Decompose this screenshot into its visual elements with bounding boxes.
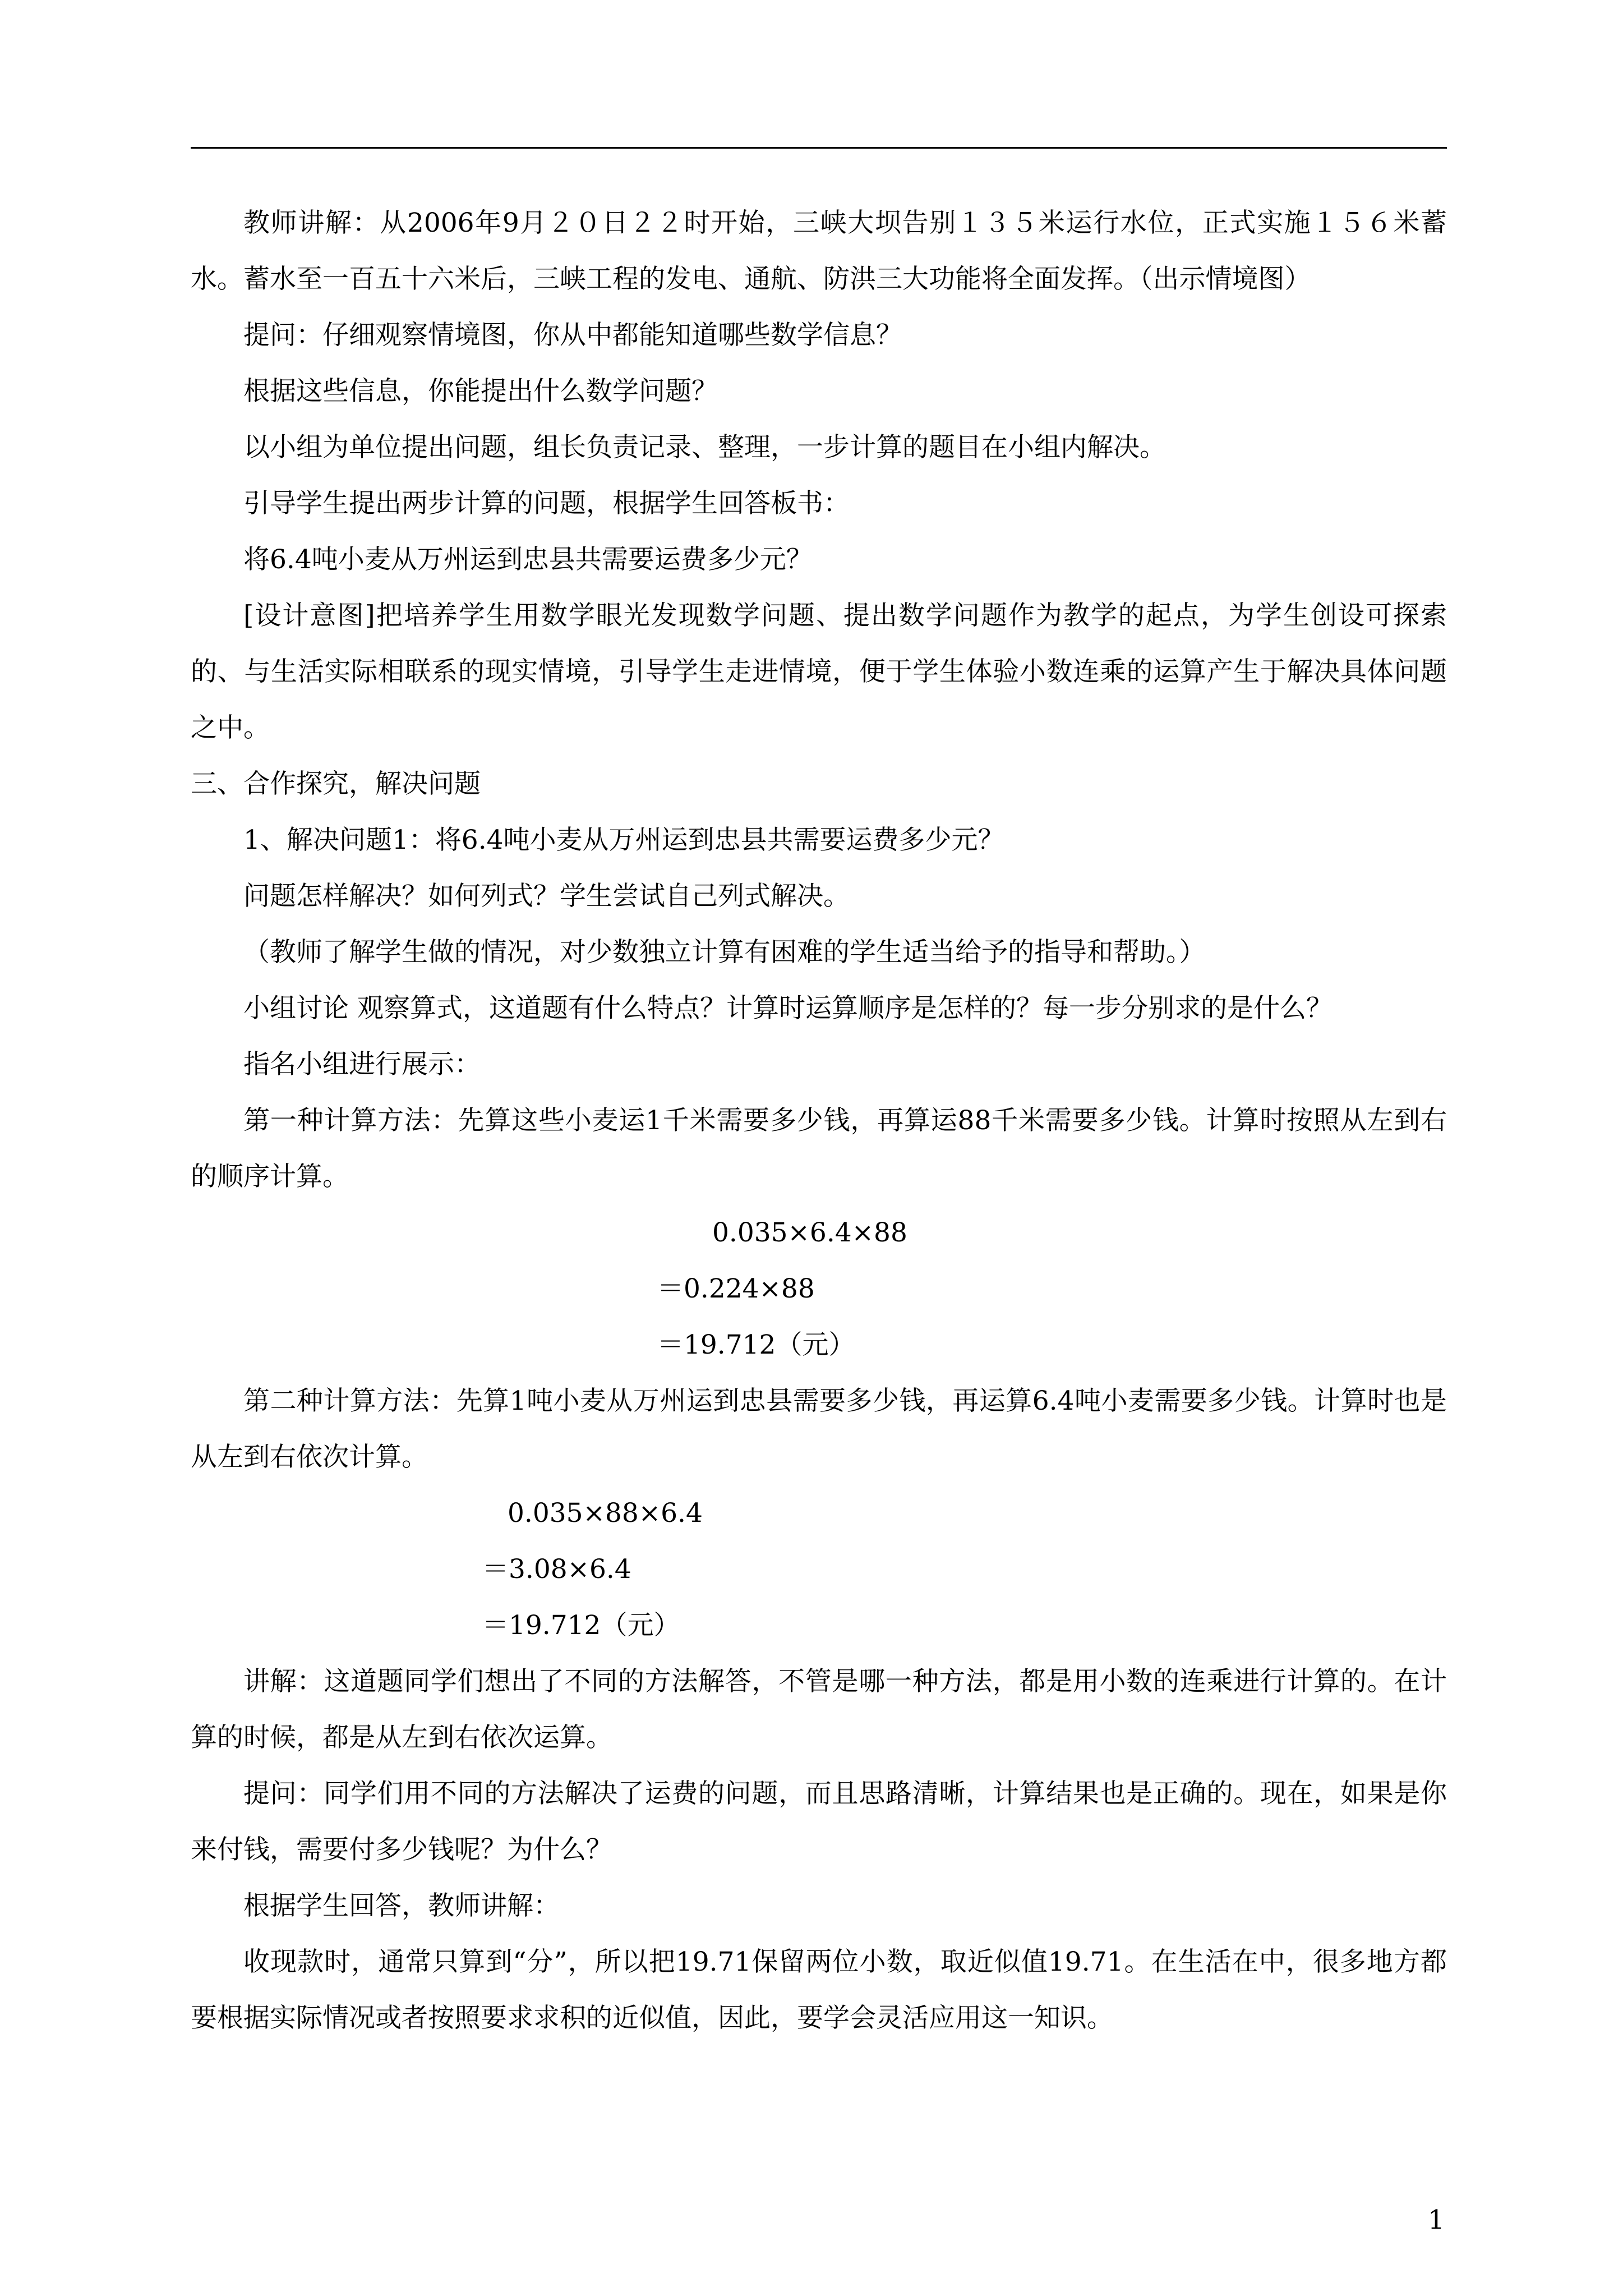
paragraph-how-to-solve: 问题怎样解决？如何列式？学生尝试自己列式解决。 — [243, 881, 850, 912]
paragraph-teacher-explains: 根据学生回答，教师讲解： — [243, 1890, 560, 1921]
paragraph-guide-two-step: 引导学生提出两步计算的问题，根据学生回答板书： — [243, 488, 850, 519]
paragraph-teacher-explanation: 教师讲解：从2006年9月２０日２２时开始，三峡大坝告别１３５米运行水位，正式实施１５６米蓄水。蓄水至一百五十六米后，三峡工程的发电、通航、防洪三大功能将全面发挥。（出示情境图） — [191, 208, 1447, 295]
header-rule — [191, 147, 1447, 149]
equation-line: ＝19.712（元） — [657, 1329, 855, 1360]
document-body — [191, 195, 1447, 2046]
equation-block-method-2 — [191, 1485, 1447, 1654]
paragraph-problem-statement: 将6.4吨小麦从万州运到忠县共需要运费多少元？ — [243, 544, 813, 575]
paragraph-question-info: 提问：仔细观察情境图，你从中都能知道哪些数学信息？ — [243, 320, 902, 351]
equation-line: ＝3.08×6.4 — [482, 1554, 631, 1585]
paragraph-group-discussion: 小组讨论 观察算式，这道题有什么特点？计算时运算顺序是怎样的？每一步分别求的是什么？ — [243, 993, 1332, 1024]
section-heading-3: 三、合作探究，解决问题 — [191, 769, 481, 799]
equation-line: ＝19.712（元） — [482, 1610, 680, 1641]
paragraph-question-problems: 根据这些信息，你能提出什么数学问题？ — [243, 376, 718, 407]
paragraph-approximation: 收现款时，通常只算到“分”，所以把19.71保留两位小数，取近似值19.71。在生活在中，很多地方都要根据实际情况或者按照要求求积的近似值，因此，要学会灵活应用这一知识。 — [191, 1947, 1447, 2033]
paragraph-teacher-note: （教师了解学生做的情况，对少数独立计算有困难的学生适当给予的指导和帮助。） — [243, 937, 1206, 968]
paragraph-problem-1: 1、解决问题1：将6.4吨小麦从万州运到忠县共需要运费多少元？ — [243, 825, 1004, 855]
paragraph-design-intent: [设计意图]把培养学生用数学眼光发现数学问题、提出数学问题作为教学的起点，为学生创设可探索的、与生活实际相联系的现实情境，引导学生走进情境，便于学生体验小数连乘的运算产生于解决具体问题之中。 — [191, 600, 1447, 743]
equation-line: 0.035×88×6.4 — [508, 1498, 703, 1529]
paragraph-question-pay: 提问：同学们用不同的方法解决了运费的问题，而且思路清晰，计算结果也是正确的。现在，如果是你来付钱，需要付多少钱呢？为什么？ — [191, 1778, 1447, 1865]
page-number: 1 — [1428, 2205, 1445, 2235]
equation-block-method-1 — [191, 1205, 1447, 1373]
paragraph-group-work: 以小组为单位提出问题，组长负责记录、整理，一步计算的题目在小组内解决。 — [243, 432, 1166, 463]
paragraph-method-1: 第一种计算方法：先算这些小麦运1千米需要多少钱，再算运88千米需要多少钱。计算时按照从左到右的顺序计算。 — [191, 1105, 1447, 1192]
equation-line: 0.035×6.4×88 — [712, 1217, 907, 1248]
paragraph-group-show: 指名小组进行展示： — [243, 1049, 481, 1080]
paragraph-method-2: 第二种计算方法：先算1吨小麦从万州运到忠县需要多少钱，再运算6.4吨小麦需要多少钱。计算时也是从左到右依次计算。 — [191, 1386, 1447, 1473]
equation-line: ＝0.224×88 — [657, 1273, 815, 1304]
paragraph-explanation: 讲解：这道题同学们想出了不同的方法解答，不管是哪一种方法，都是用小数的连乘进行计算的。在计算的时候，都是从左到右依次运算。 — [191, 1666, 1447, 1753]
